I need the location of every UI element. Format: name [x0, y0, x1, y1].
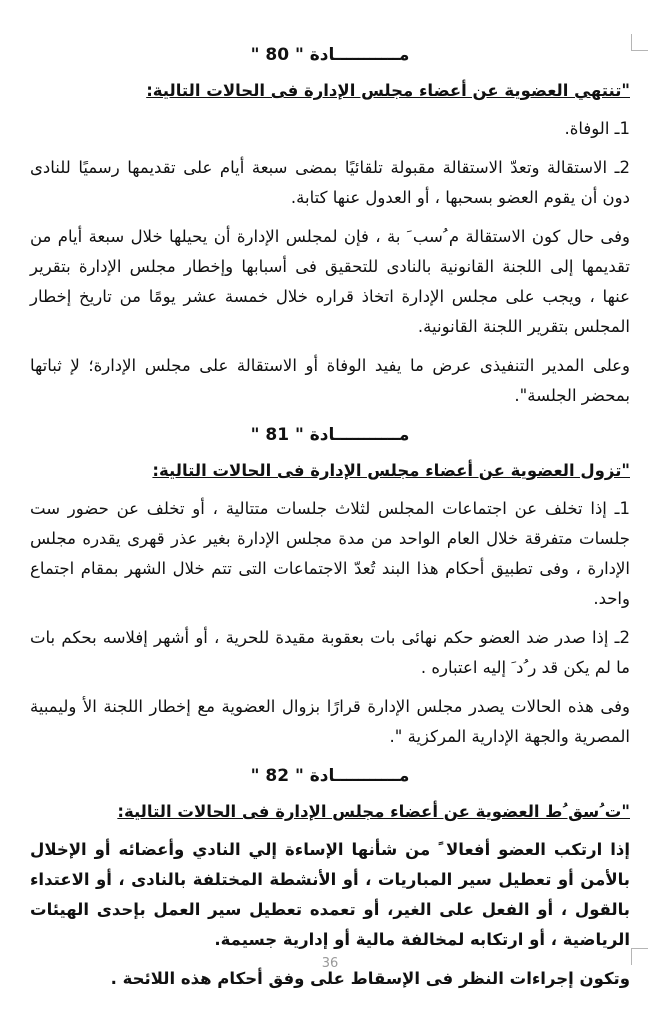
article-title: مـــــــــــادة " 82 " — [250, 766, 410, 786]
article-heading: "تنتهي العضوية عن أعضاء مجلس الإدارة فى الحالات التالية: — [146, 81, 630, 100]
article-heading: "ت ُسق ُط العضوية عن أعضاء مجلس الإدارة فى الحالات التالية: — [117, 802, 630, 821]
paragraph: 1ـ إذا تخلف عن اجتماعات المجلس لثلاث جلسات متتالية ، أو تخلف عن حضور ست جلسات متفرقة خلال العام الواحد من مدة مجلس الإدارة بغير عذر قهرى يقدره مجلس الإدارة ، وفى تطبيق أحكام هذا البند تُعدّ الاجتماعات التى تتم خلال الشهر بمقام اجتماع واحد. — [30, 499, 630, 608]
article-heading: "تزول العضوية عن أعضاء مجلس الإدارة فى الحالات التالية: — [152, 461, 630, 480]
article-80 — [30, 40, 630, 411]
paragraph: وفى حال كون الاستقالة م ُسب َ بة ، فإن لمجلس الإدارة أن يحيلها خلال سبعة أيام من تقديمها إلى اللجنة القانونية بالنادى للتحقيق فى أسبابها وإخطار مجلس الإدارة بتقرير عنها ، ويجب على مجلس الإدارة اتخاذ قراره خلال خمسة عشر يومًا من تاريخ إخطار المجلس بتقرير اللجنة القانونية. — [30, 227, 630, 336]
paragraph: وتكون إجراءات النظر فى الإسقاط على وفق أحكام هذه اللائحة . — [110, 969, 630, 988]
paragraph: 2ـ إذا صدر ضد العضو حكم نهائى بات بعقوبة مقيدة للحرية ، أو أشهر إفلاسه بحكم بات ما لم يكن قد ر ُد َ إليه اعتباره . — [30, 628, 630, 677]
article-81 — [30, 420, 630, 752]
paragraph: إذا ارتكب العضو أفعالا ً من شأنها الإساءة إلي النادي وأعضائه أو الإخلال بالأمن أو تعطيل سير المباريات ، أو الأنشطة المختلفة بالنادى ، أو الاعتداء بالقول ، أو الفعل على الغير، أو تعمده تعطيل سير العمل بإحدى الهيئات الرياضية ، أو ارتكابه لمخالفة مالية أو إدارية جسيمة. — [30, 840, 630, 949]
article-title: مـــــــــــادة " 81 " — [250, 425, 410, 445]
paragraph: وفى هذه الحالات يصدر مجلس الإدارة قرارًا بزوال العضوية مع إخطار اللجنة الأ وليمبية المصرية والجهة الإدارية المركزية ". — [30, 697, 630, 746]
article-title: مـــــــــــادة " 80 " — [250, 45, 410, 65]
paragraph: وعلى المدير التنفيذى عرض ما يفيد الوفاة أو الاستقالة على مجلس الإدارة؛ لإ ثباتها بمحضر الجلسة". — [30, 356, 630, 405]
page-number: 36 — [321, 956, 339, 971]
page-corner-mark-top — [631, 34, 648, 51]
paragraph: 2ـ الاستقالة وتعدّ الاستقالة مقبولة تلقائيًا بمضى سبعة أيام على تقديمها رسميًا للنادى دون أن يقوم العضو بسحبها ، أو العدول عنها كتابة. — [30, 158, 630, 207]
document-page — [30, 40, 630, 1003]
paragraph: 1ـ الوفاة. — [564, 119, 630, 138]
